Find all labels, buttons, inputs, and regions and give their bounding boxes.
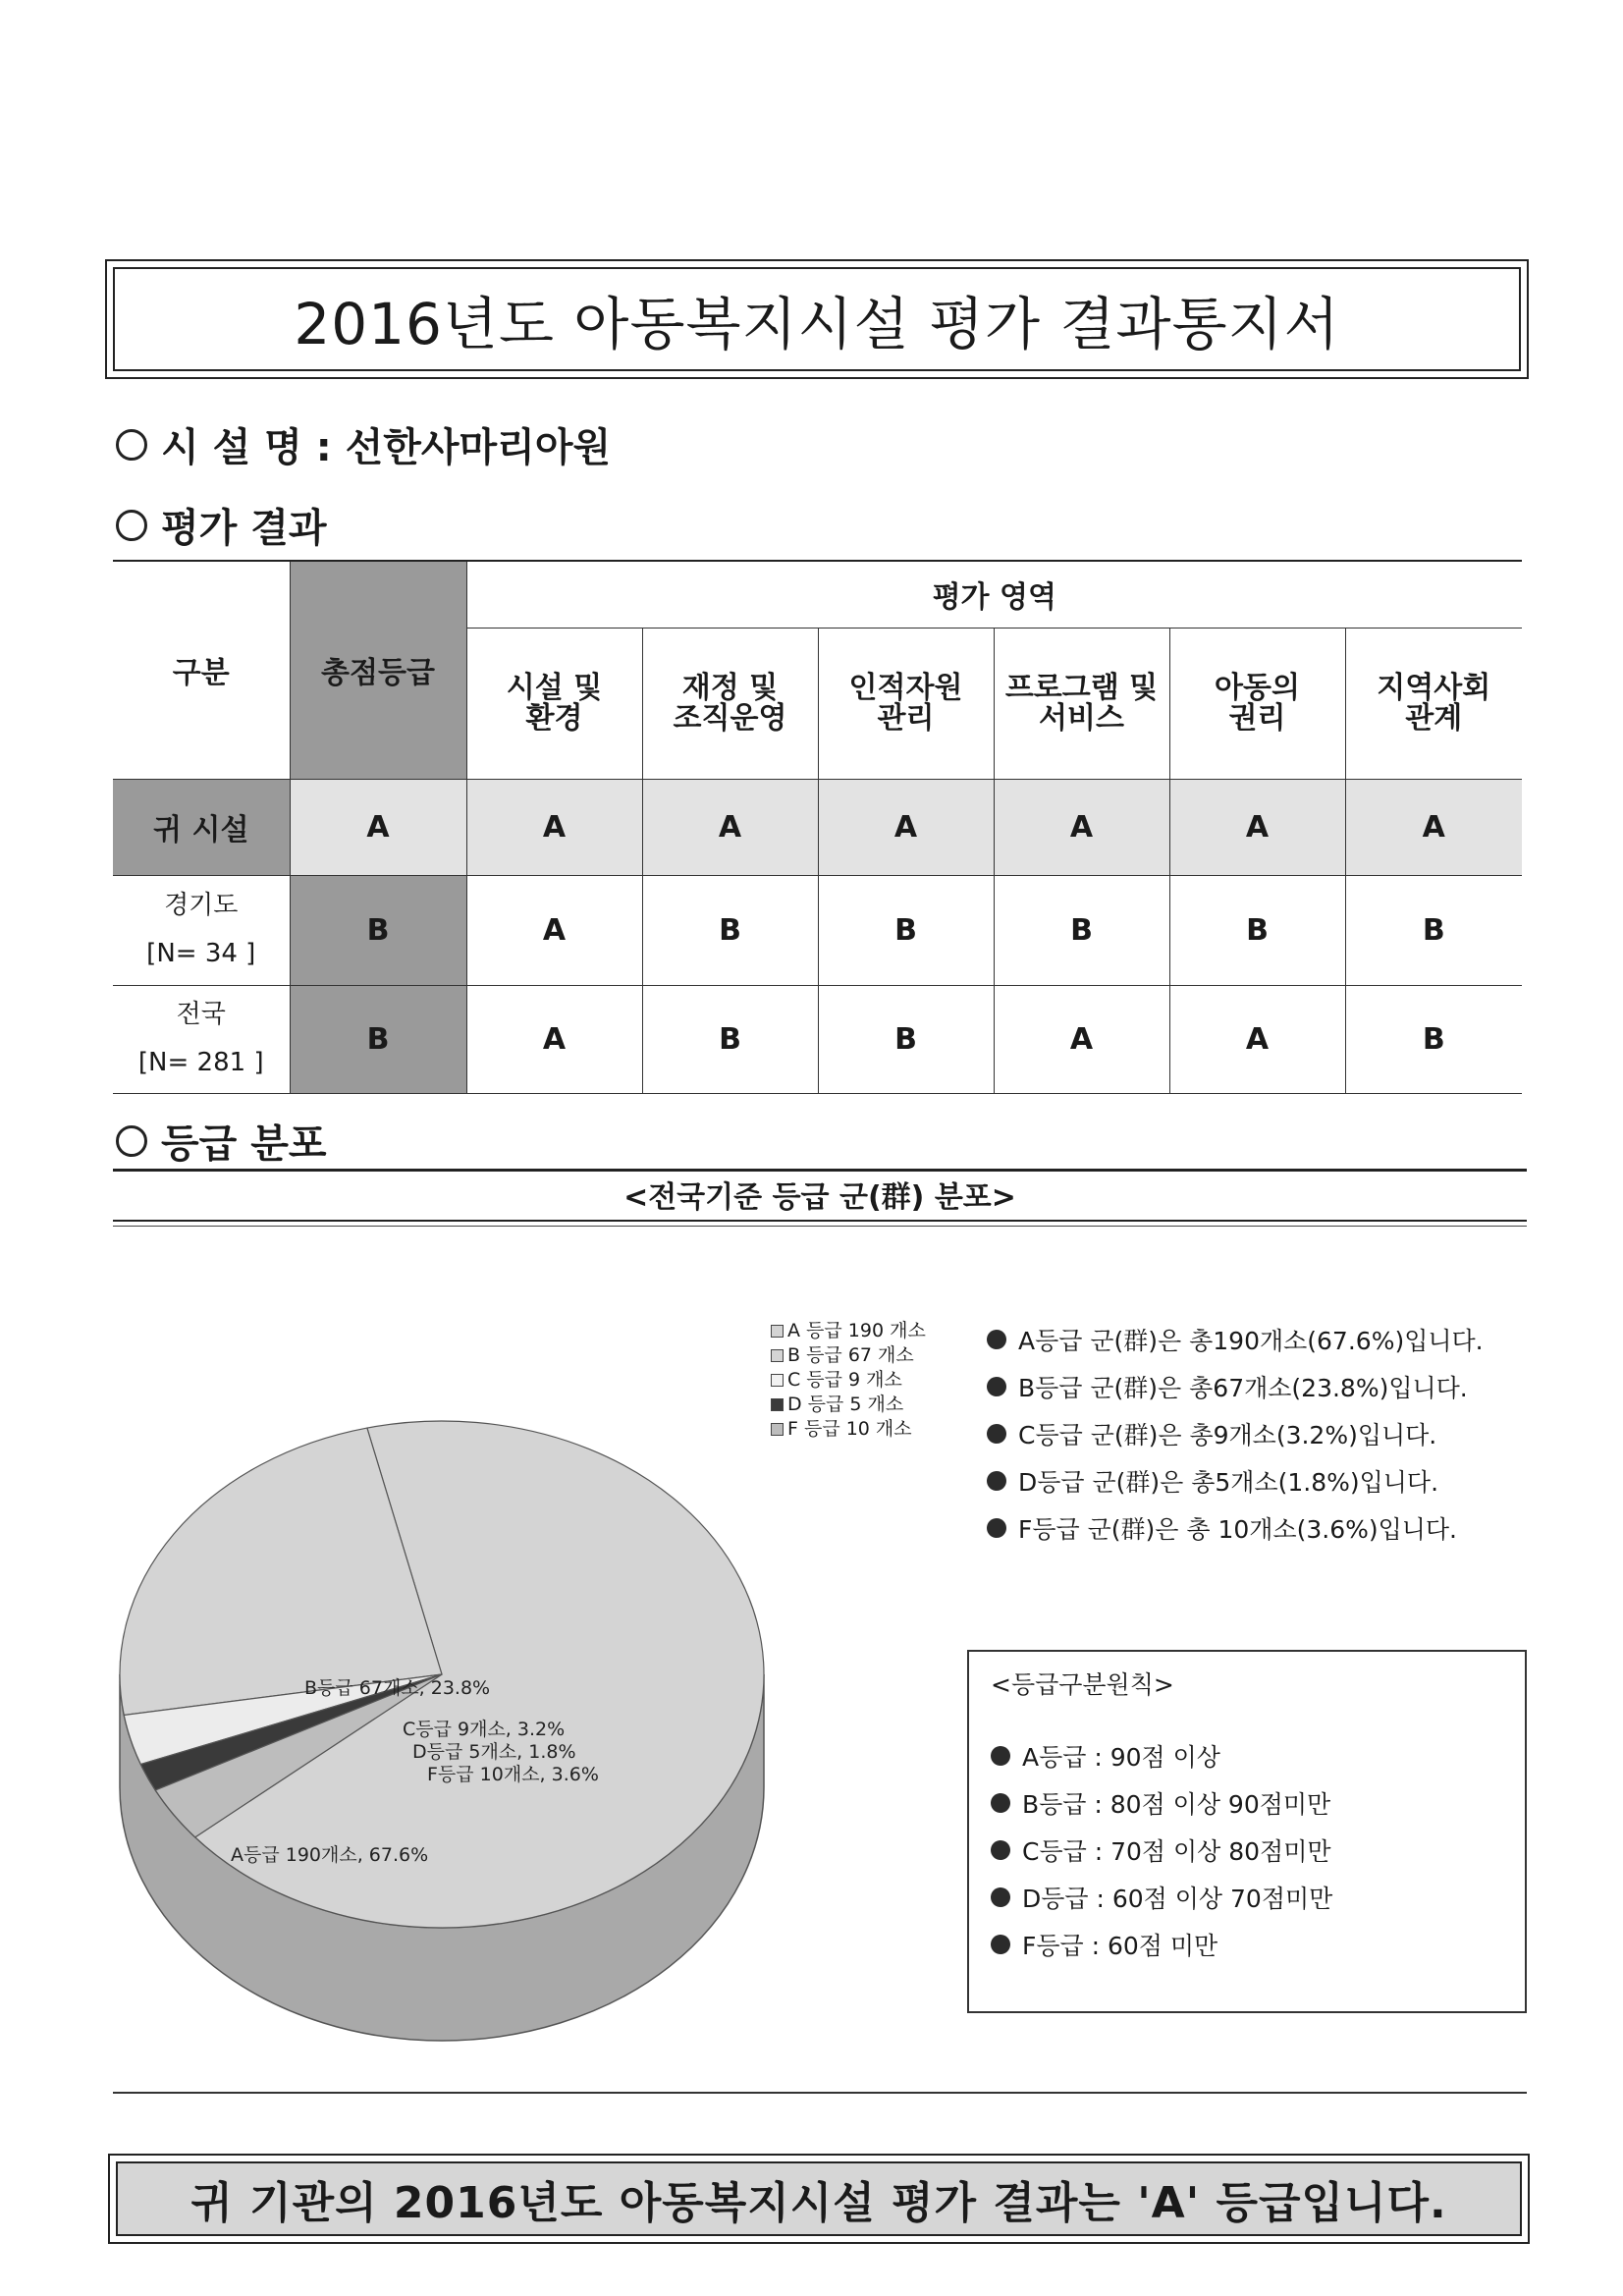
legend-swatch	[771, 1398, 784, 1411]
section-distribution-heading	[116, 1113, 327, 1169]
header-area-3: 인적자원 관리	[818, 628, 994, 779]
facility-name: 시 설 명 : 선한사마리아원	[161, 425, 612, 470]
bullet-dot-icon	[991, 1793, 1010, 1813]
grade-cell: B	[642, 875, 818, 985]
grade-cell: B	[1345, 985, 1522, 1093]
row-label: 귀 시설	[113, 779, 290, 875]
legend-item-d: D 등급 5 개소	[771, 1393, 926, 1417]
grade-cell: A	[1169, 779, 1345, 875]
grade-cell: A	[818, 779, 994, 875]
row-label: 전국 [N= 281 ]	[113, 985, 290, 1093]
grade-cell: A	[1169, 985, 1345, 1093]
circle-bullet-icon	[116, 429, 147, 461]
grade-cell: B	[994, 875, 1169, 985]
criteria-item: F등급 : 60점 미만	[991, 1921, 1332, 1968]
pie-data-label: A등급 190개소, 67.6%	[231, 1844, 429, 1866]
conclusion-text: 귀 기관의 2016년도 아동복지시설 평가 결과는 'A' 등급입니다.	[190, 2178, 1447, 2228]
facility-name-line	[116, 416, 611, 472]
section-result-heading	[116, 497, 327, 553]
header-category: 구분	[113, 561, 290, 779]
bottom-divider	[113, 2092, 1527, 2094]
header-area-1: 시설 및 환경	[466, 628, 642, 779]
pie-data-label: D등급 5개소, 1.8%	[412, 1741, 576, 1763]
grade-cell: A	[466, 875, 642, 985]
legend-swatch	[771, 1349, 784, 1362]
table-row-gyeonggi	[113, 875, 1522, 985]
grade-cell: B	[1169, 875, 1345, 985]
bullet-dot-icon	[991, 1746, 1010, 1766]
grade-criteria-box	[967, 1650, 1527, 2013]
criteria-list	[991, 1732, 1332, 1968]
header-area-6: 지역사회 관계	[1345, 628, 1522, 779]
grade-cell: A	[466, 779, 642, 875]
bullet-dot-icon	[987, 1471, 1006, 1491]
legend-item-c: C 등급 9 개소	[771, 1368, 926, 1393]
summary-item: A등급 군(群)은 총190개소(67.6%)입니다.	[987, 1316, 1484, 1363]
bullet-dot-icon	[987, 1377, 1006, 1396]
header-area-5: 아동의 권리	[1169, 628, 1345, 779]
grade-cell: A	[466, 985, 642, 1093]
criteria-item: A등급 : 90점 이상	[991, 1732, 1332, 1779]
total-grade-cell: A	[290, 779, 466, 875]
legend-item-f: F 등급 10 개소	[771, 1417, 926, 1442]
header-area-2: 재정 및 조직운영	[642, 628, 818, 779]
bullet-dot-icon	[991, 1887, 1010, 1907]
criteria-item: C등급 : 70점 이상 80점미만	[991, 1827, 1332, 1874]
legend-swatch	[771, 1374, 784, 1387]
legend-swatch	[771, 1423, 784, 1436]
section-result-title: 평가 결과	[161, 506, 327, 551]
document-title: 2016년도 아동복지시설 평가 결과통지서	[294, 291, 1340, 357]
row-label: 경기도 [N= 34 ]	[113, 875, 290, 985]
criteria-title: <등급구분원칙>	[991, 1670, 1174, 1699]
summary-item: D등급 군(群)은 총5개소(1.8%)입니다.	[987, 1457, 1484, 1504]
distribution-subtitle-bar	[113, 1169, 1527, 1230]
evaluation-result-table	[113, 560, 1522, 1094]
total-grade-cell: B	[290, 875, 466, 985]
summary-item: C등급 군(群)은 총9개소(3.2%)입니다.	[987, 1410, 1484, 1457]
table-row-national	[113, 985, 1522, 1093]
chart-legend	[771, 1319, 926, 1442]
legend-item-b: B 등급 67 개소	[771, 1343, 926, 1368]
grade-cell: A	[642, 779, 818, 875]
grade-cell: A	[994, 779, 1169, 875]
pie-data-label: C등급 9개소, 3.2%	[403, 1719, 566, 1740]
pie-slices	[120, 1421, 764, 1928]
summary-item: F등급 군(群)은 총 10개소(3.6%)입니다.	[987, 1504, 1484, 1552]
grade-cell: B	[1345, 875, 1522, 985]
grade-cell: B	[818, 985, 994, 1093]
summary-item: B등급 군(群)은 총67개소(23.8%)입니다.	[987, 1363, 1484, 1410]
legend-swatch	[771, 1325, 784, 1338]
header-area-group: 평가 영역	[466, 561, 1522, 628]
document-title-box	[105, 259, 1529, 379]
bullet-dot-icon	[991, 1935, 1010, 1954]
circle-bullet-icon	[116, 1125, 147, 1157]
pie-data-label: F등급 10개소, 3.6%	[427, 1764, 599, 1785]
distribution-summary	[987, 1316, 1484, 1552]
distribution-subtitle: <전국기준 등급 군(群) 분포>	[623, 1180, 1016, 1215]
grade-cell: B	[642, 985, 818, 1093]
header-area-4: 프로그램 및 서비스	[994, 628, 1169, 779]
legend-item-a: A 등급 190 개소	[771, 1319, 926, 1343]
circle-bullet-icon	[116, 510, 147, 541]
grade-cell: B	[818, 875, 994, 985]
grade-cell: A	[1345, 779, 1522, 875]
section-distribution-title: 등급 분포	[161, 1121, 327, 1167]
bullet-dot-icon	[987, 1424, 1006, 1444]
criteria-item: D등급 : 60점 이상 70점미만	[991, 1874, 1332, 1921]
bullet-dot-icon	[987, 1518, 1006, 1538]
pie-data-label: B등급 67개소, 23.8%	[304, 1677, 491, 1699]
grade-pie-chart	[108, 1296, 795, 2062]
table-row-facility	[113, 779, 1522, 875]
criteria-item: B등급 : 80점 이상 90점미만	[991, 1779, 1332, 1827]
conclusion-box	[108, 2154, 1530, 2244]
bullet-dot-icon	[991, 1840, 1010, 1860]
bullet-dot-icon	[987, 1330, 1006, 1349]
total-grade-cell: B	[290, 985, 466, 1093]
grade-cell: A	[994, 985, 1169, 1093]
header-total-grade: 총점등급	[290, 561, 466, 779]
